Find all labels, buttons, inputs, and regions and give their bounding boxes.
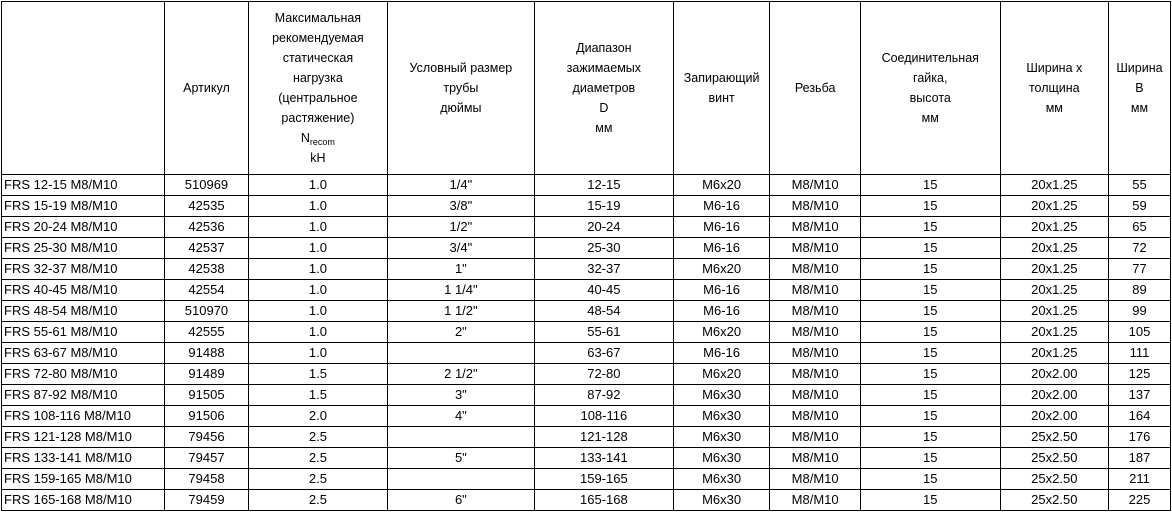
cell-clamp-range: 55-61	[534, 322, 673, 343]
cell-article: 79459	[164, 490, 248, 511]
cell-name: FRS 87-92 M8/M10	[2, 385, 165, 406]
table-row	[2, 301, 1171, 322]
header-clamp-range	[534, 2, 673, 175]
cell-width-thickness: 20x2.00	[1000, 364, 1108, 385]
cell-pipe-size: 1 1/2"	[387, 301, 534, 322]
table-row	[2, 406, 1171, 427]
cell-width-b: 89	[1108, 280, 1170, 301]
cell-name: FRS 15-19 M8/M10	[2, 196, 165, 217]
cell-name: FRS 108-116 M8/M10	[2, 406, 165, 427]
cell-name: FRS 20-24 M8/M10	[2, 217, 165, 238]
cell-screw: M6x30	[673, 406, 770, 427]
cell-screw: M6x20	[673, 364, 770, 385]
cell-width-b: 111	[1108, 343, 1170, 364]
cell-width-thickness: 25x2.50	[1000, 448, 1108, 469]
cell-pipe-size: 6"	[387, 490, 534, 511]
cell-nut-height: 15	[860, 406, 1000, 427]
header-thread	[770, 2, 860, 175]
table-row	[2, 322, 1171, 343]
cell-width-b: 211	[1108, 469, 1170, 490]
cell-width-thickness: 20x1.25	[1000, 301, 1108, 322]
table-row	[2, 364, 1171, 385]
cell-nut-height: 15	[860, 343, 1000, 364]
cell-name: FRS 72-80 M8/M10	[2, 364, 165, 385]
header-line: мм	[921, 111, 939, 125]
table-row	[2, 448, 1171, 469]
cell-nut-height: 15	[860, 280, 1000, 301]
cell-thread: M8/M10	[770, 322, 860, 343]
cell-width-thickness: 25x2.50	[1000, 427, 1108, 448]
cell-name: FRS 12-15 M8/M10	[2, 175, 165, 196]
cell-pipe-size: 1/2"	[387, 217, 534, 238]
cell-width-thickness: 25x2.50	[1000, 490, 1108, 511]
cell-load: 1.0	[249, 217, 388, 238]
cell-thread: M8/M10	[770, 427, 860, 448]
cell-screw: M6x30	[673, 469, 770, 490]
cell-load: 1.5	[249, 385, 388, 406]
cell-screw: M6-16	[673, 217, 770, 238]
header-line: Запирающий	[683, 71, 760, 85]
cell-load: 1.0	[249, 322, 388, 343]
cell-width-thickness: 20x1.25	[1000, 280, 1108, 301]
cell-screw: M6x20	[673, 175, 770, 196]
cell-load: 1.0	[249, 280, 388, 301]
cell-thread: M8/M10	[770, 406, 860, 427]
header-line: нагрузка	[292, 71, 343, 85]
cell-clamp-range: 165-168	[534, 490, 673, 511]
cell-thread: M8/M10	[770, 238, 860, 259]
cell-load: 1.0	[249, 259, 388, 280]
header-line: трубы	[443, 81, 479, 95]
cell-load: 2.5	[249, 469, 388, 490]
cell-nut-height: 15	[860, 259, 1000, 280]
header-line: Артикул	[183, 81, 230, 95]
table-row	[2, 175, 1171, 196]
cell-nut-height: 15	[860, 175, 1000, 196]
cell-article: 42535	[164, 196, 248, 217]
table-row	[2, 238, 1171, 259]
cell-load: 2.5	[249, 427, 388, 448]
table-row	[2, 469, 1171, 490]
cell-thread: M8/M10	[770, 343, 860, 364]
cell-nut-height: 15	[860, 301, 1000, 322]
cell-article: 42538	[164, 259, 248, 280]
cell-name: FRS 165-168 M8/M10	[2, 490, 165, 511]
cell-pipe-size: 2 1/2"	[387, 364, 534, 385]
header-line: диаметров	[572, 81, 636, 95]
cell-pipe-size: 5"	[387, 448, 534, 469]
cell-name: FRS 48-54 M8/M10	[2, 301, 165, 322]
header-line: гайка,	[913, 71, 948, 85]
header-load-symbol: $N_{recom}$	[300, 131, 335, 147]
cell-width-thickness: 20x1.25	[1000, 259, 1108, 280]
header-line: винт	[708, 91, 735, 105]
cell-article: 79458	[164, 469, 248, 490]
header-line: (центральное	[278, 91, 358, 105]
table-row	[2, 385, 1171, 406]
cell-clamp-range: 32-37	[534, 259, 673, 280]
cell-article: 79457	[164, 448, 248, 469]
cell-width-b: 59	[1108, 196, 1170, 217]
cell-clamp-range: 133-141	[534, 448, 673, 469]
cell-thread: M8/M10	[770, 259, 860, 280]
cell-thread: M8/M10	[770, 364, 860, 385]
spec-table	[1, 1, 1171, 511]
header-line: толщина	[1028, 81, 1080, 95]
cell-article: 510970	[164, 301, 248, 322]
header-line: B	[1135, 81, 1144, 95]
cell-width-b: 187	[1108, 448, 1170, 469]
header-line: Соединительная	[881, 51, 979, 65]
cell-nut-height: 15	[860, 490, 1000, 511]
cell-nut-height: 15	[860, 448, 1000, 469]
cell-width-thickness: 20x1.25	[1000, 196, 1108, 217]
header-pipe-size	[387, 2, 534, 175]
cell-nut-height: 15	[860, 217, 1000, 238]
cell-thread: M8/M10	[770, 196, 860, 217]
header-row	[2, 2, 1171, 175]
header-line: высота	[909, 91, 951, 105]
cell-pipe-size: 3/4"	[387, 238, 534, 259]
cell-nut-height: 15	[860, 238, 1000, 259]
table-row	[2, 280, 1171, 301]
header-load-lines	[249, 8, 387, 128]
cell-thread: M8/M10	[770, 301, 860, 322]
cell-screw: M6-16	[673, 196, 770, 217]
cell-article: 510969	[164, 175, 248, 196]
cell-width-b: 55	[1108, 175, 1170, 196]
header-line: Резьба	[794, 81, 836, 95]
cell-thread: M8/M10	[770, 469, 860, 490]
cell-article: 42555	[164, 322, 248, 343]
cell-nut-height: 15	[860, 427, 1000, 448]
cell-article: 91488	[164, 343, 248, 364]
cell-clamp-range: 108-116	[534, 406, 673, 427]
cell-width-thickness: 20x1.25	[1000, 175, 1108, 196]
cell-width-b: 164	[1108, 406, 1170, 427]
cell-nut-height: 15	[860, 196, 1000, 217]
table-row	[2, 259, 1171, 280]
cell-pipe-size	[387, 469, 534, 490]
cell-pipe-size: 1"	[387, 259, 534, 280]
cell-nut-height: 15	[860, 469, 1000, 490]
cell-screw: M6x30	[673, 448, 770, 469]
header-line: мм	[1045, 101, 1063, 115]
cell-screw: M6x20	[673, 259, 770, 280]
cell-clamp-range: 25-30	[534, 238, 673, 259]
cell-load: 1.0	[249, 343, 388, 364]
header-line: статическая	[282, 51, 354, 65]
cell-article: 91489	[164, 364, 248, 385]
header-line: дюймы	[440, 101, 482, 115]
cell-load: 1.0	[249, 196, 388, 217]
cell-clamp-range: 15-19	[534, 196, 673, 217]
cell-width-b: 77	[1108, 259, 1170, 280]
header-line: мм	[1130, 101, 1149, 115]
cell-load: 2.5	[249, 448, 388, 469]
cell-load: 1.5	[249, 364, 388, 385]
header-locking-screw	[673, 2, 770, 175]
cell-width-thickness: 20x2.00	[1000, 385, 1108, 406]
cell-clamp-range: 159-165	[534, 469, 673, 490]
header-load	[249, 2, 388, 175]
cell-screw: M6x30	[673, 490, 770, 511]
cell-clamp-range: 72-80	[534, 364, 673, 385]
cell-clamp-range: 12-15	[534, 175, 673, 196]
cell-name: FRS 133-141 M8/M10	[2, 448, 165, 469]
table-row	[2, 343, 1171, 364]
cell-clamp-range: 20-24	[534, 217, 673, 238]
cell-nut-height: 15	[860, 322, 1000, 343]
cell-screw: M6x30	[673, 427, 770, 448]
cell-thread: M8/M10	[770, 385, 860, 406]
cell-clamp-range: 121-128	[534, 427, 673, 448]
header-line: растяжение)	[281, 111, 355, 125]
cell-width-b: 99	[1108, 301, 1170, 322]
cell-width-b: 176	[1108, 427, 1170, 448]
cell-name: FRS 55-61 M8/M10	[2, 322, 165, 343]
header-article	[164, 2, 248, 175]
cell-name: FRS 40-45 M8/M10	[2, 280, 165, 301]
cell-load: 1.0	[249, 301, 388, 322]
cell-pipe-size: 3"	[387, 385, 534, 406]
header-width-thickness	[1000, 2, 1108, 175]
cell-width-thickness: 20x1.25	[1000, 238, 1108, 259]
cell-screw: M6-16	[673, 280, 770, 301]
header-line: Максимальная	[274, 11, 362, 25]
cell-width-thickness: 20x1.25	[1000, 322, 1108, 343]
header-load-unit: kH	[310, 151, 326, 165]
cell-screw: M6-16	[673, 343, 770, 364]
header-line: Ширина	[1116, 61, 1163, 75]
cell-width-thickness: 20x1.25	[1000, 343, 1108, 364]
cell-load: 1.0	[249, 238, 388, 259]
cell-pipe-size	[387, 427, 534, 448]
cell-width-thickness: 20x2.00	[1000, 406, 1108, 427]
cell-thread: M8/M10	[770, 448, 860, 469]
cell-thread: M8/M10	[770, 217, 860, 238]
header-line: Диапазон	[576, 41, 632, 55]
cell-nut-height: 15	[860, 364, 1000, 385]
table-row	[2, 196, 1171, 217]
table-row	[2, 217, 1171, 238]
cell-clamp-range: 87-92	[534, 385, 673, 406]
cell-width-b: 125	[1108, 364, 1170, 385]
header-line: зажимаемых	[566, 61, 642, 75]
cell-nut-height: 15	[860, 385, 1000, 406]
cell-pipe-size: 2"	[387, 322, 534, 343]
cell-width-b: 225	[1108, 490, 1170, 511]
cell-clamp-range: 40-45	[534, 280, 673, 301]
cell-thread: M8/M10	[770, 175, 860, 196]
cell-clamp-range: 63-67	[534, 343, 673, 364]
cell-article: 91506	[164, 406, 248, 427]
cell-article: 91505	[164, 385, 248, 406]
cell-load: 2.5	[249, 490, 388, 511]
cell-name: FRS 121-128 M8/M10	[2, 427, 165, 448]
cell-article: 79456	[164, 427, 248, 448]
cell-pipe-size	[387, 343, 534, 364]
cell-pipe-size: 1 1/4"	[387, 280, 534, 301]
header-width-b	[1108, 2, 1170, 175]
cell-pipe-size: 4"	[387, 406, 534, 427]
cell-load: 1.0	[249, 175, 388, 196]
cell-pipe-size: 3/8"	[387, 196, 534, 217]
cell-screw: M6-16	[673, 238, 770, 259]
cell-width-thickness: 20x1.25	[1000, 217, 1108, 238]
cell-article: 42536	[164, 217, 248, 238]
cell-name: FRS 63-67 M8/M10	[2, 343, 165, 364]
header-line: D	[599, 101, 609, 115]
cell-name: FRS 159-165 M8/M10	[2, 469, 165, 490]
cell-name: FRS 25-30 M8/M10	[2, 238, 165, 259]
cell-load: 2.0	[249, 406, 388, 427]
cell-pipe-size: 1/4"	[387, 175, 534, 196]
cell-article: 42537	[164, 238, 248, 259]
table-row	[2, 490, 1171, 511]
cell-width-thickness: 25x2.50	[1000, 469, 1108, 490]
cell-screw: M6x30	[673, 385, 770, 406]
header-name	[2, 2, 165, 175]
header-line: Условный размер	[409, 61, 513, 75]
cell-article: 42554	[164, 280, 248, 301]
header-line: мм	[595, 121, 613, 135]
header-line: рекомендуемая	[272, 31, 364, 45]
table-body	[2, 175, 1171, 511]
cell-screw: M6-16	[673, 301, 770, 322]
cell-width-b: 65	[1108, 217, 1170, 238]
cell-thread: M8/M10	[770, 490, 860, 511]
cell-screw: M6x20	[673, 322, 770, 343]
cell-clamp-range: 48-54	[534, 301, 673, 322]
cell-width-b: 72	[1108, 238, 1170, 259]
table-row	[2, 427, 1171, 448]
header-line: Ширина x	[1026, 61, 1083, 75]
header-nut-height	[860, 2, 1000, 175]
cell-thread: M8/M10	[770, 280, 860, 301]
cell-name: FRS 32-37 M8/M10	[2, 259, 165, 280]
cell-width-b: 137	[1108, 385, 1170, 406]
cell-width-b: 105	[1108, 322, 1170, 343]
